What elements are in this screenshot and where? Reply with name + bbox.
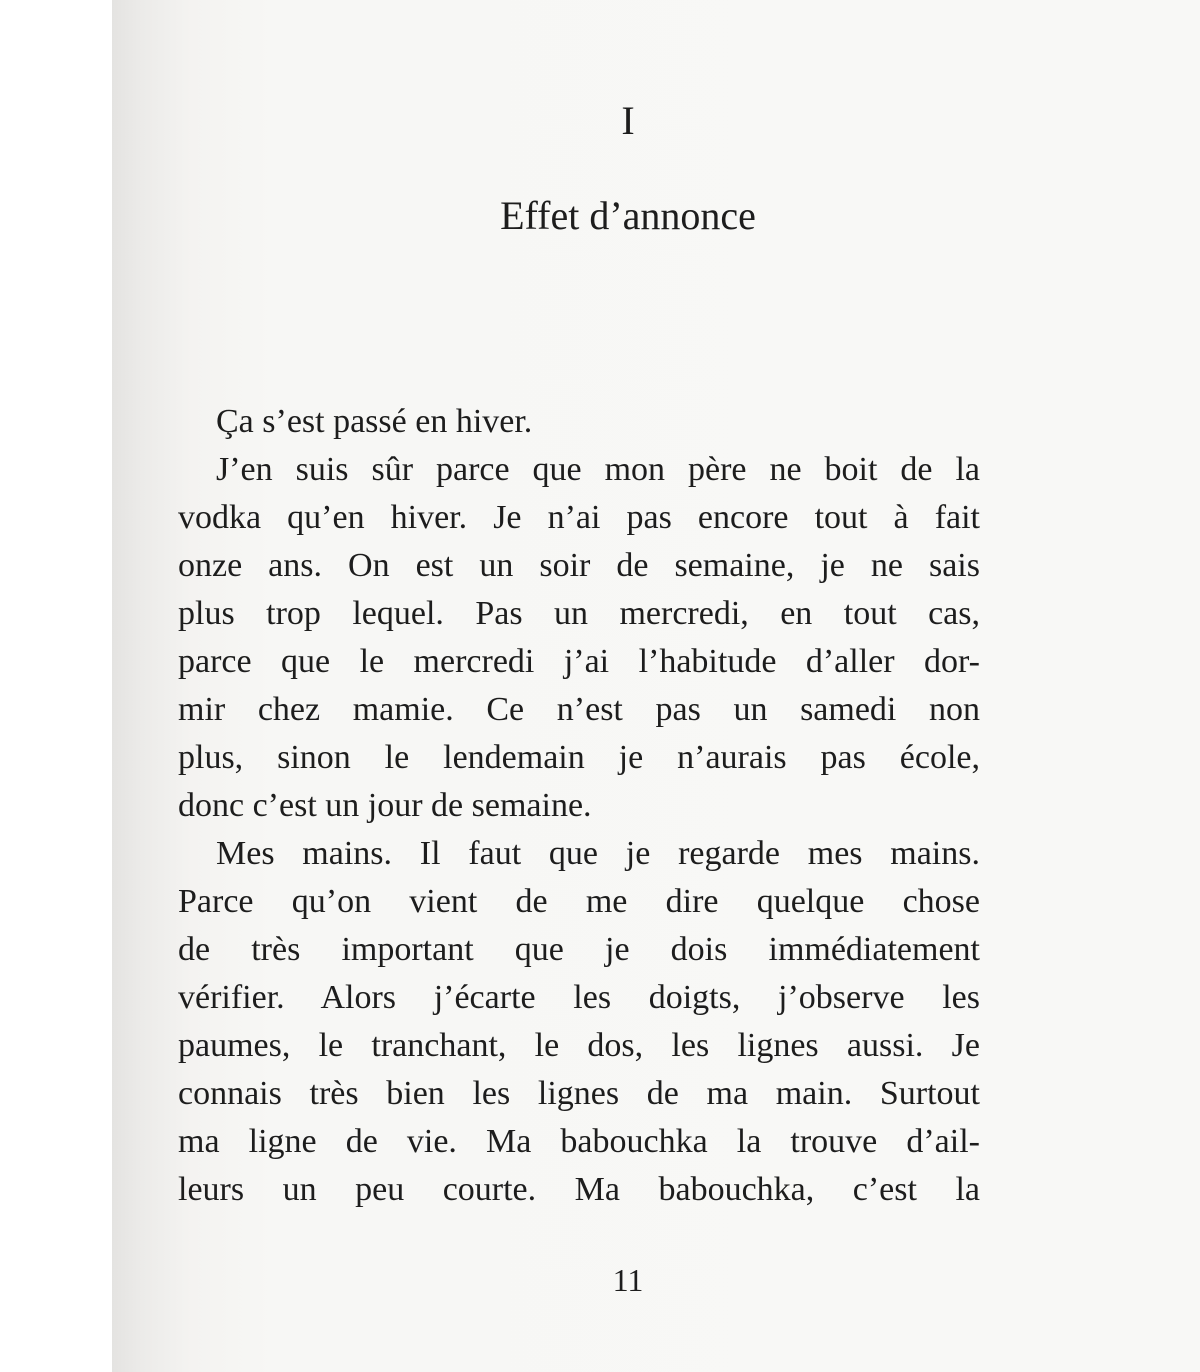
text-line: connais très bien les lignes de ma main. Surtout (178, 1075, 980, 1112)
text-line: Parce qu’on vient de me dire quelque chose (178, 883, 980, 920)
text-line: ma ligne de vie. Ma babouchka la trouve d’ail- (178, 1123, 980, 1160)
text-line: de très important que je dois immédiatement (178, 931, 980, 968)
book-page (112, 0, 1200, 1372)
text-line: vodka qu’en hiver. Je n’ai pas encore tout à fait (178, 499, 980, 536)
text-line: onze ans. On est un soir de semaine, je ne sais (178, 547, 980, 584)
text-line: plus trop lequel. Pas un mercredi, en tout cas, (178, 595, 980, 632)
text-line: plus, sinon le lendemain je n’aurais pas école, (178, 739, 980, 776)
text-line: parce que le mercredi j’ai l’habitude d’aller dor- (178, 643, 980, 680)
chapter-title: Effet d’annonce (500, 193, 756, 238)
text-line: Ça s’est passé en hiver. (216, 403, 533, 440)
chapter-number: I (621, 98, 635, 143)
text-line: mir chez mamie. Ce n’est pas un samedi non (178, 691, 980, 728)
text-line: donc c’est un jour de semaine. (178, 787, 592, 824)
page-number: 11 (612, 1262, 644, 1298)
text-line: paumes, le tranchant, le dos, les lignes aussi. Je (178, 1027, 980, 1064)
body-text (178, 398, 980, 1214)
text-line: J’en suis sûr parce que mon père ne boit de la (216, 451, 980, 488)
text-line: Mes mains. Il faut que je regarde mes mains. (216, 835, 980, 872)
text-line: vérifier. Alors j’écarte les doigts, j’observe les (178, 979, 980, 1016)
text-line: leurs un peu courte. Ma babouchka, c’est la (178, 1171, 980, 1208)
